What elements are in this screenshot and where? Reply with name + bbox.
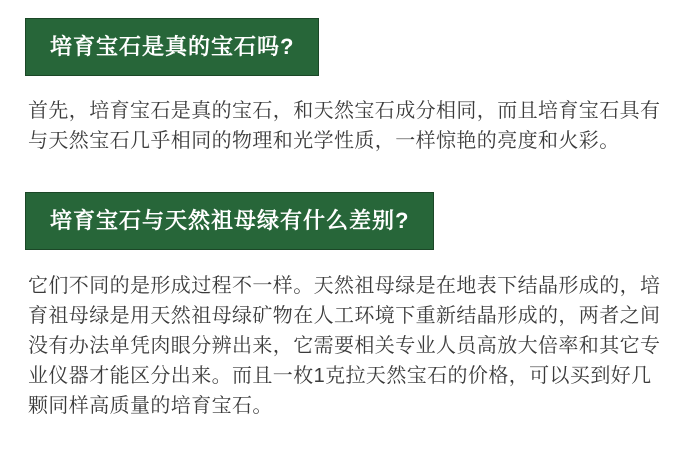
question-box-difference (25, 192, 434, 250)
question-box-real-gem (25, 18, 319, 76)
answer-line: 颗同样高质量的培育宝石。 (28, 395, 273, 417)
answer-line: 业仪器才能区分出来。而且一枚1克拉天然宝石的价格，可以买到好几 (28, 365, 652, 387)
answer-line: 与天然宝石几乎相同的物理和光学性质，一样惊艳的亮度和火彩。 (28, 130, 620, 152)
answer-line: 首先，培育宝石是真的宝石，和天然宝石成分相同，而且培育宝石具有 (28, 100, 661, 122)
answer-line: 育祖母绿是用天然祖母绿矿物在人工环境下重新结晶形成的，两者之间 (28, 305, 661, 327)
answer-paragraph-real-gem (0, 96, 680, 156)
qa-section-difference (0, 156, 680, 421)
answer-paragraph-difference (0, 271, 680, 421)
answer-line: 它们不同的是形成过程不一样。天然祖母绿是在地表下结晶形成的，培 (28, 275, 661, 297)
answer-line: 没有办法单凭肉眼分辨出来，它需要相关专业人员高放大倍率和其它专 (28, 335, 661, 357)
question-heading-real-gem: 培育宝石是真的宝石吗? (50, 34, 295, 59)
question-heading-difference: 培育宝石与天然祖母绿有什么差别? (50, 208, 410, 233)
qa-section-real-gem (0, 0, 680, 156)
